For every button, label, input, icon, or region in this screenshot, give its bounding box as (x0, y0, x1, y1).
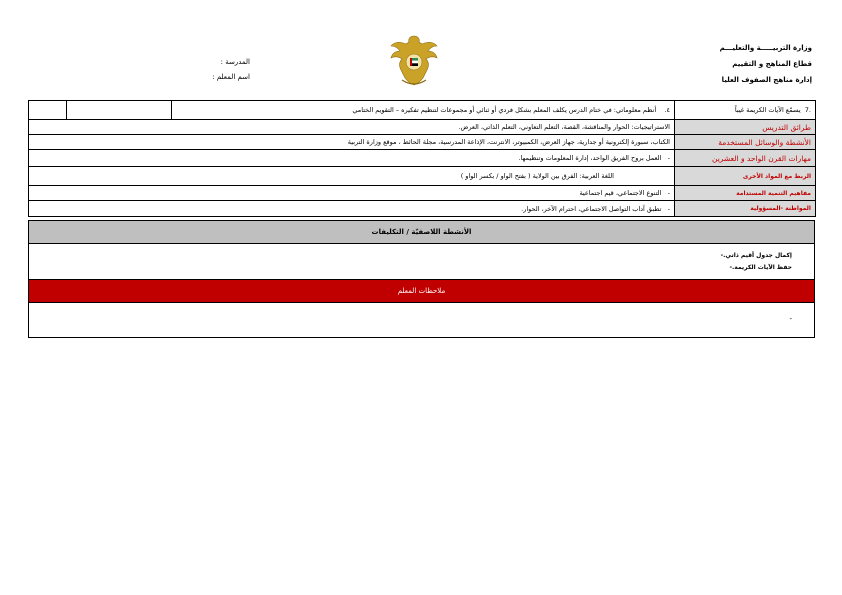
plan-row-resources (29, 135, 816, 150)
objective-text: يسمّع الآيات الكريمة غيباً (734, 106, 801, 114)
plan-row-label: مهارات القرن الواحد و العشرين (675, 150, 816, 167)
notes-title: ملاحظات المعلم (29, 279, 814, 303)
plan-row-citizenship: - تطبق آداب التواصل الاجتماعي، احترام الآخر، الحوار. المواطنة -المسؤولية (29, 201, 816, 217)
plan-row-label: الربط مع المواد الأخرى (675, 167, 816, 186)
closing-text: أنظم معلوماتي: في ختام الدرس يكلف المعلم بشكل فردي أو ثنائي أو مجموعات لتنظيم تفكيره – التقويم الختامي (352, 106, 657, 114)
plan-row-value: التنوع الاجتماعي، قيم اجتماعية (579, 189, 662, 197)
list-item: حفظ الآيات الكريمة.- (729, 264, 792, 271)
ministry-header (612, 40, 812, 88)
list-item-text: إكمال جدول أقيم ذاتي. (723, 252, 792, 259)
plan-row-label: طرائق التدريس (675, 120, 816, 135)
lesson-plan-table (28, 100, 816, 217)
uae-emblem-icon (389, 32, 439, 88)
closing-activity-cell (172, 101, 675, 120)
school-info (170, 55, 250, 85)
objective-cell (675, 101, 816, 120)
plan-row-value: اللغة العربية: الفرق بين الولاية ( بفتح الواو / بكسر الواو ) (29, 167, 675, 186)
plan-row-label: مفاهيم التنمية المستدامة (675, 186, 816, 201)
ministry-name: وزارة التربيـــــة والتعليـــم (719, 44, 812, 52)
plan-row-value: الاستراتيجيات: الحوار والمناقشة، القصة، التعلم التعاوني، التعلم الذاتي، العرض. (29, 120, 675, 135)
plan-row-value: الكتاب، سبورة إلكترونية أو جدارية، جهاز العرض، الكمبيوتر، الانترنت، الإذاعة المدرسية، مجلة الحائط ، موقع وزارة التربية (29, 135, 675, 150)
plan-row-objective (29, 101, 816, 120)
plan-row-label: الأنشطة والوسائل المستخدمة (675, 135, 816, 150)
plan-row-methods (29, 120, 816, 135)
plan-row-label: المواطنة -المسؤولية (675, 201, 816, 217)
plan-row-skills: - العمل بروح الفريق الواحد، إدارة المعلومات وتنظيمها. مهارات القرن الواحد و العشرين (29, 150, 816, 167)
teacher-label: اسم المعلم : (212, 73, 250, 81)
plan-row-links (29, 167, 816, 186)
plan-row-sustainability: - التنوع الاجتماعي، قيم اجتماعية مفاهيم التنمية المستدامة (29, 186, 816, 201)
activities-section (28, 220, 815, 338)
activities-title: الأنشطة اللاصفيّة / التكليفات (29, 221, 814, 244)
school-label: المدرسة : (220, 58, 250, 66)
department-name: إدارة مناهج الصفوف العليا (721, 76, 812, 84)
activities-list (705, 250, 792, 274)
notes-placeholder: - (789, 315, 792, 323)
plan-row-value: تطبق آداب التواصل الاجتماعي، احترام الآخر، الحوار. (521, 204, 662, 213)
closing-number: ٤. (664, 106, 670, 114)
list-item: إكمال جدول أقيم ذاتي.- (720, 252, 792, 259)
plan-row-value: العمل بروح الفريق الواحد، إدارة المعلومات وتنظيمها. (518, 154, 662, 162)
list-item-text: حفظ الآيات الكريمة. (731, 264, 792, 271)
sector-name: قطاع المناهج و التقييم (732, 60, 812, 68)
objective-number: .7 (804, 106, 811, 114)
